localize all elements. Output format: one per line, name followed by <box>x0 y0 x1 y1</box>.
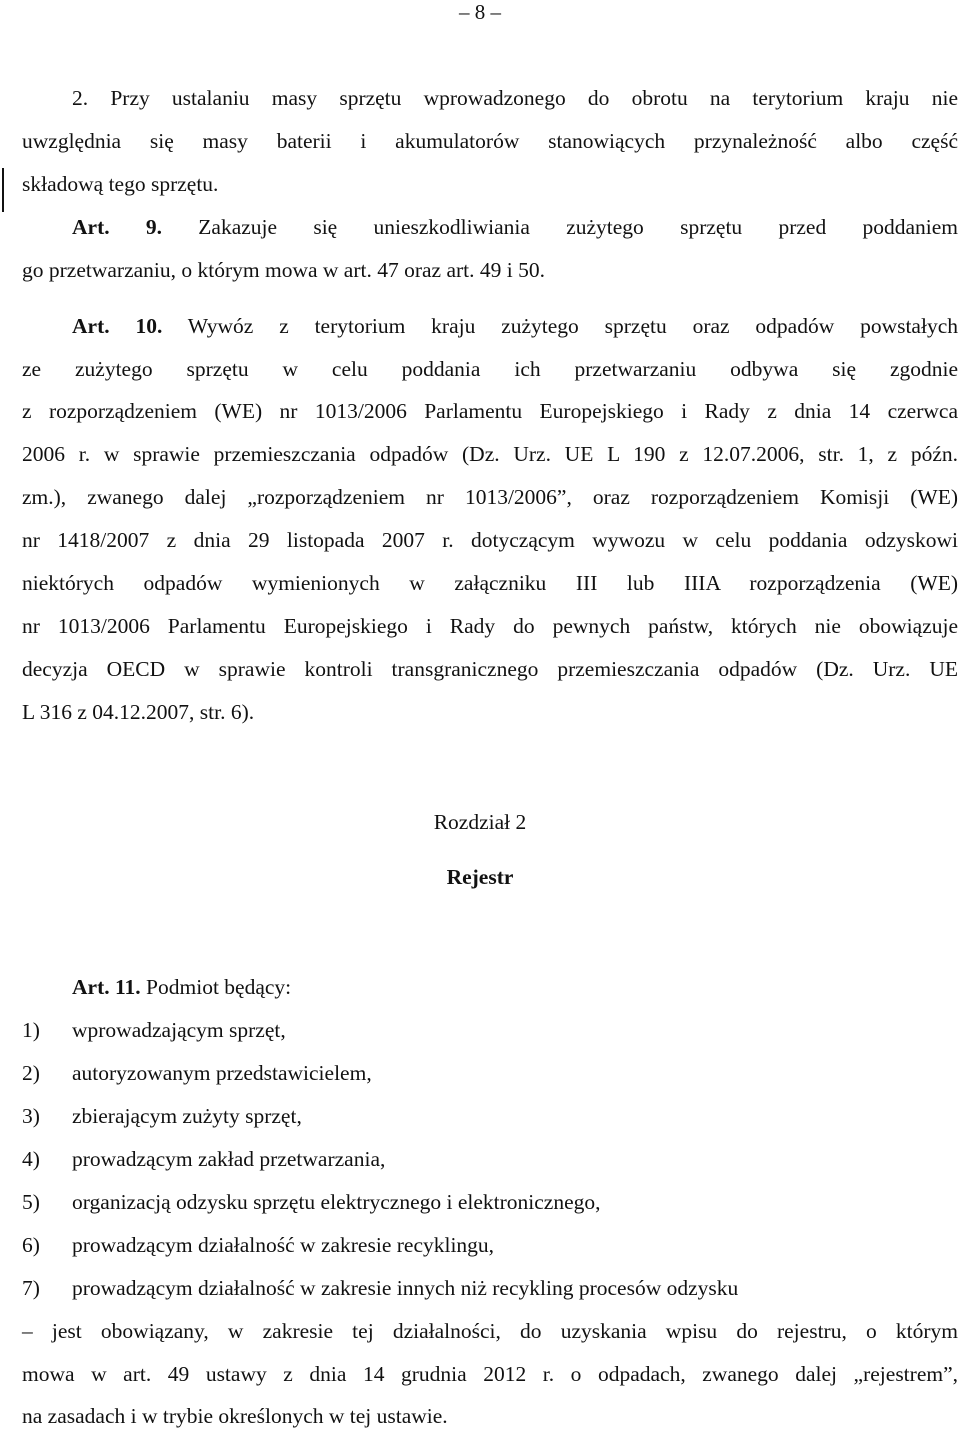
art10-line4: 2006 r. w sprawie przemieszczania odpadów (Dz. Urz. UE L 190 z 12.07.2006, str. 1, z późn. <box>22 442 958 466</box>
list-item <box>22 1145 385 1173</box>
list-item-number: 3) <box>22 1104 40 1128</box>
art11-intro-line <box>72 973 291 1001</box>
art11-intro: Podmiot będący: <box>140 975 292 999</box>
art10-label: Art. 10. <box>72 314 163 338</box>
art10-line8: nr 1013/2006 Parlamentu Europejskiego i Rady do pewnych państw, których nie obowiązuje <box>22 614 958 638</box>
art9-line2: go przetwarzaniu, o którym mowa w art. 47 oraz art. 49 i 50. <box>22 258 546 282</box>
list-item <box>22 1059 372 1087</box>
list-item-number: 7) <box>22 1276 40 1300</box>
list-item-text: wprowadzającym sprzęt, <box>72 1018 286 1042</box>
list-item-number: 6) <box>22 1233 40 1257</box>
art10-line3: z rozporządzeniem (WE) nr 1013/2006 Parlamentu Europejskiego i Rady z dnia 14 czerwca <box>22 399 958 423</box>
art10-line6: nr 1418/2007 z dnia 29 listopada 2007 r. dotyczącym wywozu w celu poddania odzyskowi <box>22 528 958 552</box>
page-number: – 8 – <box>459 0 501 24</box>
list-item <box>22 1016 286 1044</box>
list-item-number: 2) <box>22 1061 40 1085</box>
list-item-text: prowadzącym zakład przetwarzania, <box>72 1147 386 1171</box>
list-item <box>22 1274 738 1302</box>
art8-para2-line1: 2. Przy ustalaniu masy sprzętu wprowadzonego do obrotu na terytorium kraju nie <box>72 86 958 110</box>
art9-line1 <box>72 213 958 241</box>
art11-closing-line2: mowa w art. 49 ustawy z dnia 14 grudnia 2012 r. o odpadach, zwanego dalej „rejestrem”, <box>22 1362 958 1386</box>
list-item-text: autoryzowanym przedstawicielem, <box>72 1061 372 1085</box>
art10-line7: niektórych odpadów wymienionych w załączniku III lub IIIA rozporządzenia (WE) <box>22 571 958 595</box>
art8-para2-line3: składową tego sprzętu. <box>22 172 219 196</box>
list-item-number: 4) <box>22 1147 40 1171</box>
list-item-number: 5) <box>22 1190 40 1214</box>
list-item <box>22 1102 302 1130</box>
art11-closing-line3: na zasadach i w trybie określonych w tej ustawie. <box>22 1404 448 1428</box>
list-item <box>22 1231 494 1259</box>
art10-line10: L 316 z 04.12.2007, str. 6). <box>22 700 255 724</box>
list-item-text: zbierającym zużyty sprzęt, <box>72 1104 302 1128</box>
list-item-text: prowadzącym działalność w zakresie innych niż recykling procesów odzysku <box>72 1276 739 1300</box>
chapter-title: Rejestr <box>446 865 514 889</box>
art9-label: Art. 9. <box>72 215 163 239</box>
art10-line9: decyzja OECD w sprawie kontroli transgranicznego przemieszczania odpadów (Dz. Urz. UE <box>22 657 958 681</box>
art10-text: Wywóz z terytorium kraju zużytego sprzętu oraz odpadów powstałych <box>162 314 958 338</box>
revision-bar <box>2 168 4 212</box>
chapter-number: Rozdział 2 <box>433 810 527 834</box>
list-item-text: prowadzącym działalność w zakresie recyklingu, <box>72 1233 495 1257</box>
art11-closing-line1: – jest obowiązany, w zakresie tej działalności, do uzyskania wpisu do rejestru, o którym <box>22 1319 958 1343</box>
list-item-number: 1) <box>22 1018 40 1042</box>
list-item <box>22 1188 601 1216</box>
art9-text: Zakazuje się unieszkodliwiania zużytego sprzętu przed poddaniem <box>162 215 958 239</box>
art10-line2: ze zużytego sprzętu w celu poddania ich przetwarzaniu odbywa się zgodnie <box>22 357 958 381</box>
art8-para2-line2: uwzględnia się masy baterii i akumulatorów stanowiących przynależność albo część <box>22 129 958 153</box>
art10-line5: zm.), zwanego dalej „rozporządzeniem nr 1013/2006”, oraz rozporządzeniem Komisji (WE) <box>22 485 958 509</box>
list-item-text: organizacją odzysku sprzętu elektrycznego i elektronicznego, <box>72 1190 601 1214</box>
art11-label: Art. 11. <box>72 975 141 999</box>
art10-line1 <box>72 312 958 340</box>
